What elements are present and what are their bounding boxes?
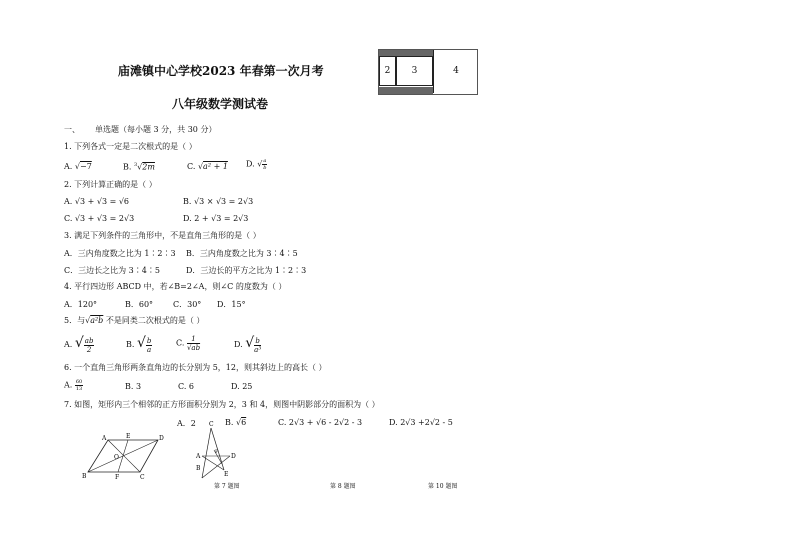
q5-c-label: C. (176, 338, 185, 348)
q6-option-a (64, 379, 83, 392)
q1-option-b (123, 162, 155, 172)
q5-option-d (234, 335, 261, 354)
q1-a-label: A. (64, 162, 73, 171)
q7-stem: 7. 如图，矩形内三个相邻的正方形面积分别为 2，3 和 4，则图中阴影部分的面积为（ ） (64, 400, 380, 409)
sqrt-symbol: √ (245, 335, 255, 351)
q5-b-den: a (147, 345, 152, 354)
q3-option-b: B．三内角度数之比为 3∶4∶5 (186, 249, 298, 258)
triangle-figure (194, 418, 247, 482)
label-d: D (231, 453, 236, 460)
q5-option-a (64, 335, 94, 354)
q5-c-frac (187, 335, 200, 352)
q5-c-num: 1 (187, 335, 200, 344)
q5-b-num: b (146, 336, 152, 345)
q2-option-a: A. √3 + √3 = √6 (64, 197, 130, 206)
q5-a-label: A. (64, 340, 73, 349)
q3-option-c: C．三边长之比为 3∶4∶5 (64, 266, 160, 275)
score-box-2: 2 (379, 56, 396, 86)
q4-option-a: A．120° (64, 300, 98, 309)
label-e: E (224, 471, 229, 478)
segment-ef (118, 440, 128, 472)
sqrt-symbol: √ (197, 162, 204, 171)
q1-option-c (187, 162, 228, 171)
caption-fig7: 第 7 题图 (214, 483, 240, 490)
q6-option-c: C. 6 (178, 382, 195, 391)
q6-a-frac (75, 379, 83, 392)
q3-option-d: D．三边长的平方之比为 1∶2∶3 (186, 266, 307, 275)
exam-title: 庙滩镇中心学校2023 年春第一次月考 (118, 64, 324, 78)
q1-b-expr: 2m (142, 162, 155, 172)
q5-option-b (126, 335, 152, 354)
q5-a-num: ab (84, 336, 94, 345)
q1-option-d (246, 158, 267, 171)
q1-d-den: b (263, 165, 267, 171)
q5-stem (64, 316, 204, 326)
sqrt-symbol: √ (74, 162, 80, 171)
label-d: D (159, 435, 164, 442)
q7-option-d: D. 2√3 +2√2 - 5 (389, 418, 453, 427)
q4-option-b: B．60° (125, 300, 154, 309)
diagonal-ac (108, 440, 140, 472)
q1-c-label: C. (187, 162, 196, 171)
label-p: P (215, 449, 219, 455)
q5-c-den-wrap (187, 344, 200, 352)
score-box-4: 4 (433, 50, 478, 93)
q1-option-a (64, 162, 92, 171)
q2-option-c: C. √3 + √3 = 2√3 (64, 214, 135, 223)
q7-b-label: B. (225, 418, 234, 427)
q1-b-index: 3 (133, 162, 138, 168)
q1-d-frac (262, 158, 267, 171)
sqrt-symbol: √ (85, 316, 91, 325)
q2-stem: 2. 下列计算正确的是（ ） (64, 180, 157, 189)
q7-option-a: A．2 (177, 419, 196, 428)
section-label: 一、 (64, 125, 80, 134)
score-box-shade-bottom (379, 87, 433, 94)
q7-b-expr: 6 (241, 418, 247, 427)
q6-a-num: 60 (75, 379, 83, 385)
sqrt-symbol: √ (186, 344, 192, 352)
label-o: O (114, 454, 119, 461)
label-a: A (102, 435, 107, 442)
section-title: 单选题（每小题 3 分，共 30 分） (95, 125, 217, 134)
label-c: C (140, 474, 145, 481)
q4-stem: 4. 平行四边形 ABCD 中，若∠B=2∠A，则∠C 的度数为（ ） (64, 282, 287, 291)
q6-stem: 6. 一个直角三角形两条直角边的长分别为 5，12，则其斜边上的高长（ ） (64, 363, 327, 372)
score-box-3: 3 (396, 56, 433, 86)
q6-option-b: B. 3 (125, 382, 142, 391)
sqrt-symbol: √ (137, 162, 143, 172)
q6-option-d: D. 25 (231, 382, 253, 391)
label-b: B (82, 473, 87, 480)
label-a: A (196, 453, 201, 460)
q5-d-label: D. (234, 340, 243, 349)
exam-subtitle: 八年级数学测试卷 (172, 97, 269, 111)
sqrt-symbol: √ (257, 159, 263, 169)
label-b: B (196, 465, 201, 472)
q3-option-a: A．三内角度数之比为 1∶2∶3 (64, 249, 176, 258)
q5-b-frac (146, 337, 152, 354)
q5-stem-post: 不是同类二次根式的是（ ） (105, 316, 205, 325)
q1-a-expr: −7 (79, 162, 92, 171)
caption-fig10: 第 10 题图 (428, 483, 458, 490)
q6-a-label: A. (64, 380, 73, 390)
q5-d-frac (254, 337, 261, 354)
q5-a-frac (84, 337, 95, 354)
caption-fig8: 第 8 题图 (330, 483, 356, 490)
q5-c-den: ab (191, 344, 201, 352)
label-f: F (115, 474, 120, 481)
line-ca (202, 428, 211, 478)
q5-a-den: 2 (86, 345, 92, 354)
q1-d-label: D. (246, 159, 255, 169)
q6-a-den: 13 (75, 386, 83, 392)
parallelogram-figure (80, 432, 166, 482)
q1-b-label: B. (123, 162, 132, 172)
q4-option-d: D．15° (217, 300, 246, 309)
q2-option-d: D. 2 + √3 = 2√3 (183, 214, 249, 223)
q5-option-c (176, 335, 200, 352)
q5-b-label: B. (126, 340, 135, 349)
q5-d-den: a³ (254, 345, 262, 354)
q4-option-c: C．30° (173, 300, 202, 309)
score-box-figure (378, 49, 478, 95)
q2-option-b: B. √3 × √3 = 2√3 (183, 197, 254, 206)
label-e: E (126, 433, 131, 440)
q1-c-expr: a² + 1 (203, 162, 228, 171)
label-c: C (209, 421, 214, 428)
q5-stem-pre: 5．与 (64, 316, 86, 325)
sqrt-symbol: √ (74, 335, 84, 351)
q5-d-num: b (255, 336, 260, 345)
q7-option-c: C. 2√3 + √6 - 2√2 - 3 (278, 418, 363, 427)
sqrt-symbol: √ (235, 418, 242, 427)
q1-d-num: a (263, 158, 267, 164)
q3-stem: 3. 满足下列条件的三角形中，不是直角三角形的是（ ） (64, 231, 261, 240)
q5-stem-expr: a²b (90, 316, 104, 325)
sqrt-symbol: √ (136, 335, 146, 351)
q1-stem: 1. 下列各式一定是二次根式的是（ ） (64, 142, 197, 151)
